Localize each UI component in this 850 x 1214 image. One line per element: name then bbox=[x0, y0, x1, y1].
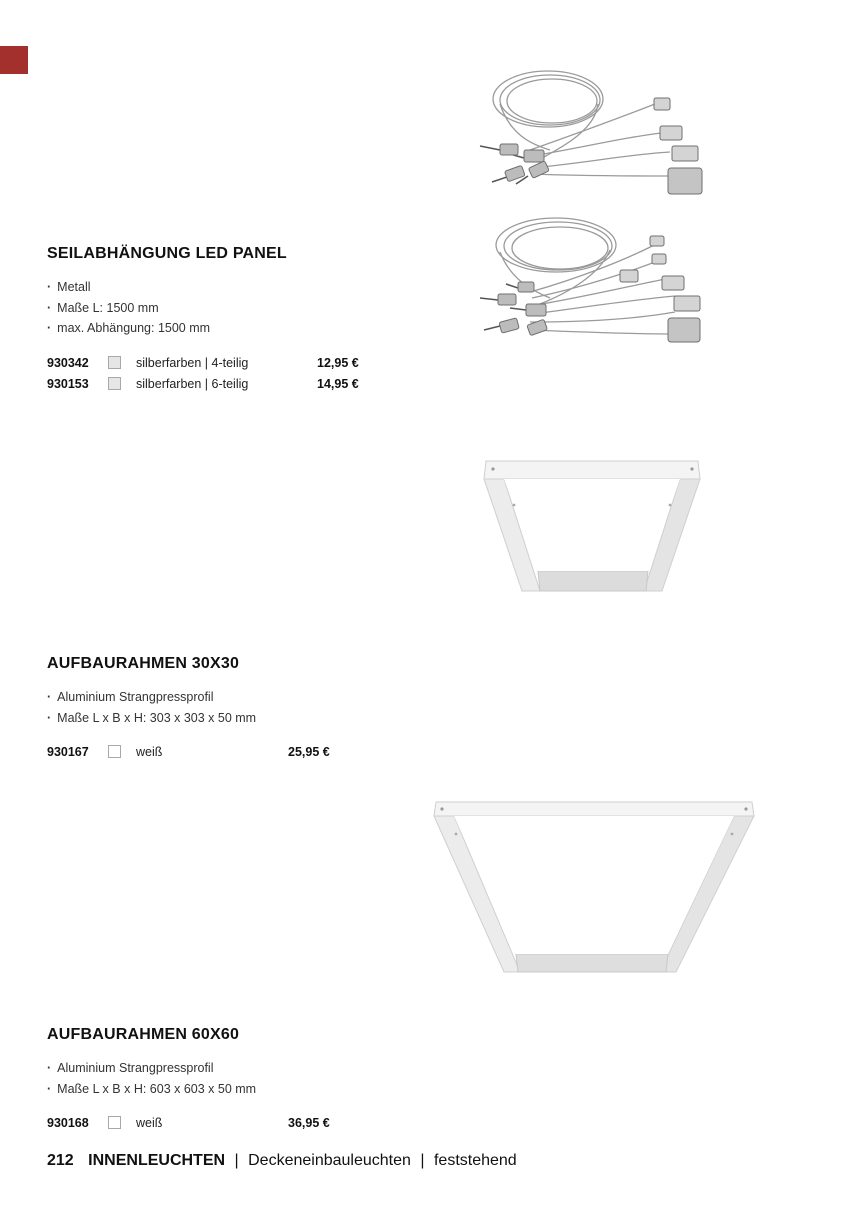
page-number: 212 bbox=[47, 1152, 74, 1169]
variant-table bbox=[47, 742, 330, 763]
white-color-swatch bbox=[108, 1116, 121, 1129]
surface-frame-60x60-image bbox=[430, 798, 758, 976]
footer-separator: | bbox=[420, 1152, 425, 1169]
surface-frame-30x30-image bbox=[478, 455, 706, 595]
feature-item: · Aluminium Strangpressprofil bbox=[47, 687, 256, 708]
variant-table bbox=[47, 1113, 330, 1134]
product-title: SEILABHÄNGUNG LED PANEL bbox=[47, 245, 287, 262]
product-aufbaurahmen-30x30 bbox=[47, 655, 330, 763]
feature-item: · Aluminium Strangpressprofil bbox=[47, 1058, 256, 1079]
footer-separator: | bbox=[234, 1152, 239, 1169]
variant-row bbox=[47, 374, 359, 395]
feature-item: · Maße L x B x H: 303 x 303 x 50 mm bbox=[47, 708, 256, 729]
footer-subcategory: Deckeneinbauleuchten bbox=[248, 1152, 411, 1169]
variant-table bbox=[47, 353, 359, 395]
variant-row bbox=[47, 742, 330, 763]
wire-suspension-6pc-image bbox=[470, 212, 710, 348]
feature-list bbox=[47, 687, 256, 728]
feature-list bbox=[47, 277, 287, 339]
variant-description: silberfarben | 6-teilig bbox=[136, 376, 249, 391]
variant-description: weiß bbox=[136, 1116, 163, 1130]
price: 36,95 € bbox=[288, 1116, 330, 1130]
product-title: AUFBAURAHMEN 60X60 bbox=[47, 1026, 240, 1043]
product-aufbaurahmen-60x60 bbox=[47, 1026, 330, 1134]
silver-color-swatch bbox=[108, 356, 121, 369]
product-title: AUFBAURAHMEN 30X30 bbox=[47, 655, 240, 672]
feature-item: · Maße L: 1500 mm bbox=[47, 298, 287, 319]
price: 25,95 € bbox=[288, 745, 330, 759]
variant-description: silberfarben | 4-teilig bbox=[136, 355, 249, 370]
feature-item: · Metall bbox=[47, 277, 287, 298]
feature-item: · Maße L x B x H: 603 x 603 x 50 mm bbox=[47, 1079, 256, 1100]
silver-color-swatch bbox=[108, 377, 121, 390]
price: 12,95 € bbox=[317, 355, 359, 370]
page-footer bbox=[47, 1152, 517, 1170]
article-number: 930153 bbox=[47, 376, 89, 391]
variant-row bbox=[47, 353, 359, 374]
article-number: 930342 bbox=[47, 355, 89, 370]
variant-row bbox=[47, 1113, 330, 1134]
footer-subcategory: feststehend bbox=[433, 1152, 517, 1169]
feature-list bbox=[47, 1058, 256, 1099]
section-color-tab bbox=[0, 46, 28, 74]
price: 14,95 € bbox=[317, 376, 359, 391]
feature-item: · max. Abhängung: 1500 mm bbox=[47, 318, 287, 339]
footer-category: INNENLEUCHTEN bbox=[88, 1152, 226, 1169]
article-number: 930168 bbox=[47, 1116, 89, 1130]
article-number: 930167 bbox=[47, 745, 89, 759]
wire-suspension-4pc-image bbox=[470, 64, 710, 196]
product-seilabhaengung bbox=[47, 245, 359, 395]
variant-description: weiß bbox=[136, 745, 163, 759]
white-color-swatch bbox=[108, 745, 121, 758]
